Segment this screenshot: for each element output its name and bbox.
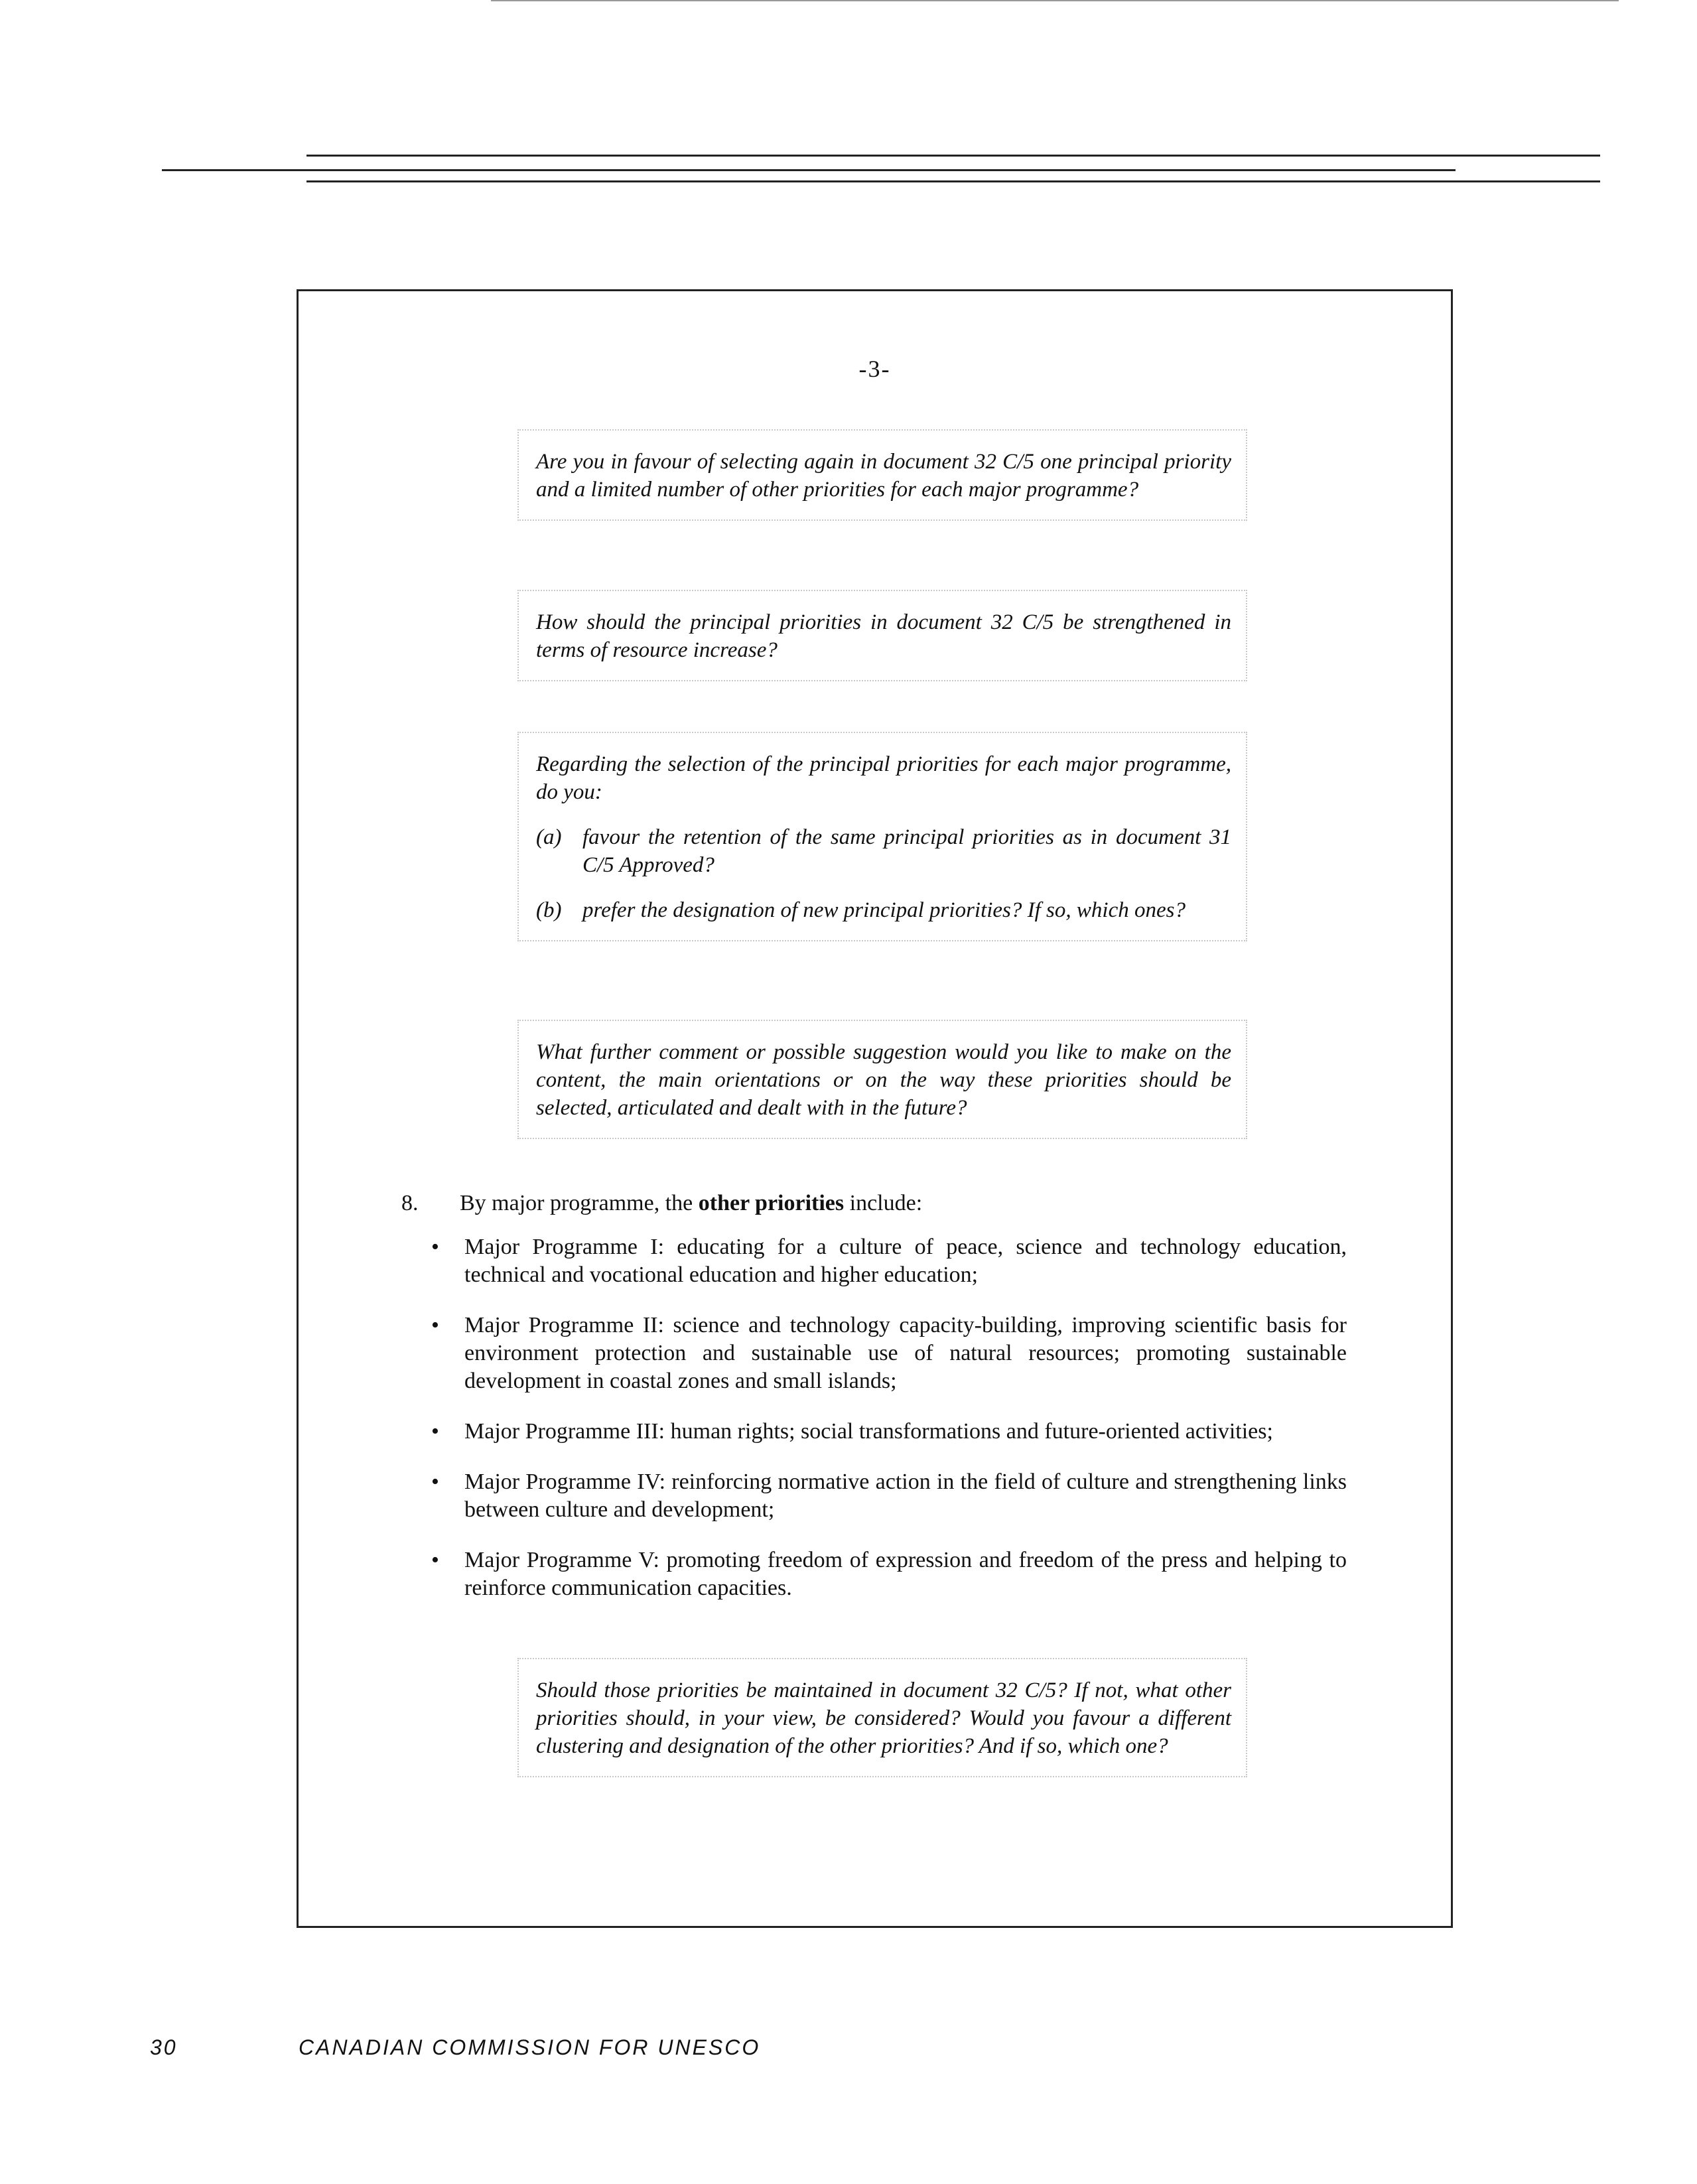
list-item: • Major Programme III: human rights; social transformations and future-oriented activities; (431, 1418, 1347, 1446)
document-frame (297, 289, 1453, 1928)
header-rule-1 (306, 155, 1600, 157)
bullet-icon: • (431, 1469, 439, 1494)
option-text: favour the retention of the same principal priorities as in document 31 C/5 Approved? (582, 825, 1231, 877)
footer-page-number: 30 (150, 2035, 178, 2059)
question-box-further-comment (517, 1020, 1247, 1139)
footer-organization: CANADIAN COMMISSION FOR UNESCO (299, 2035, 761, 2059)
list-item: • Major Programme II: science and technology capacity-building, improving scientific basis for environment protection and sustainable use of natural resources; promoting sustainable development in coastal zones and small islands; (431, 1313, 1347, 1393)
list-item: • Major Programme I: educating for a culture of peace, science and technology education, technical and vocational education and higher education; (431, 1235, 1347, 1287)
paragraph-text: By major programme, the other priorities include: (460, 1191, 923, 1215)
question-box-selection (517, 732, 1247, 941)
paragraph-number: 8. (401, 1191, 419, 1215)
option-b (536, 896, 1231, 924)
major-programme-list (431, 1233, 1347, 1625)
bullet-icon: • (431, 1419, 439, 1444)
option-a (536, 823, 1231, 879)
question-text: Should those priorities be maintained in document 32 C/5? If not, what other priorities should, in your view, be considered? Would you favour a different clustering and designation of the other priorities? And if so, which one? (536, 1678, 1231, 1758)
bold-phrase: other priorities (698, 1191, 845, 1215)
list-item: • Major Programme V: promoting freedom of expression and freedom of the press and helping to reinforce communication capacities. (431, 1548, 1347, 1600)
question-text: How should the principal priorities in document 32 C/5 be strengthened in terms of resource increase? (536, 610, 1231, 662)
option-text: prefer the designation of new principal priorities? If so, which ones? (582, 898, 1186, 922)
question-box-other-priorities (517, 1658, 1247, 1777)
option-label: (b) (536, 898, 562, 922)
question-text: What further comment or possible suggestion would you like to make on the content, the main orientations or on the way these priorities should be selected, articulated and dealt with in the future? (536, 1040, 1231, 1120)
option-label: (a) (536, 825, 562, 849)
bullet-icon: • (431, 1235, 439, 1259)
question-text: Are you in favour of selecting again in document 32 C/5 one principal priority and a limited number of other priorities for each major programme? (536, 450, 1231, 502)
page-number: -3- (858, 356, 891, 382)
question-intro: Regarding the selection of the principal priorities for each major programme, do you: (536, 752, 1231, 804)
top-rule-short (491, 0, 1619, 1)
question-box-resource-increase (517, 590, 1247, 681)
bullet-icon: • (431, 1313, 439, 1337)
list-item: • Major Programme IV: reinforcing normative action in the field of culture and strengthening links between culture and development; (431, 1469, 1347, 1522)
header-rule-2 (162, 169, 1456, 171)
bullet-icon: • (431, 1548, 439, 1572)
header-rule-3 (306, 180, 1600, 182)
question-box-one-principal-priority (517, 429, 1247, 521)
